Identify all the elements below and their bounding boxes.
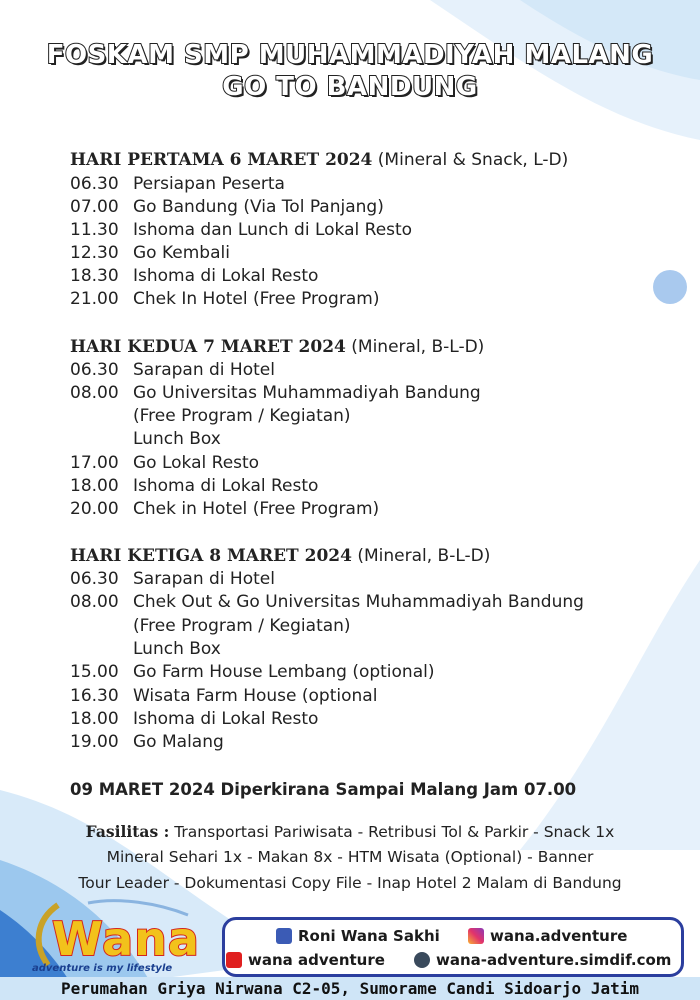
schedule-activity: Go Bandung (Via Tol Panjang) [133,197,384,217]
instagram-icon [468,928,484,944]
schedule-activity: Go Malang [133,732,224,752]
schedule-activity: Lunch Box [133,429,221,449]
schedule-activity: Sarapan di Hotel [133,360,275,380]
schedule-time: 21.00 [70,289,119,309]
schedule-time: 08.00 [70,592,119,612]
schedule-activity: Go Universitas Muhammadiyah Bandung [133,383,481,403]
schedule-time: 06.30 [70,569,119,589]
schedule-activity: Chek Out & Go Universitas Muhammadiyah Bandung [133,592,584,612]
page-subtitle: GO TO BANDUNG [222,72,478,102]
youtube-contact[interactable] [226,951,385,969]
schedule-time: 15.00 [70,662,119,682]
arrival-note: 09 MARET 2024 Diperkirana Sampai Malang Jam 07.00 [70,780,577,799]
facilities-line-1 [0,822,700,841]
schedule-time: 18.00 [70,476,119,496]
schedule-activity: Lunch Box [133,639,221,659]
schedule-time: 19.00 [70,732,119,752]
facebook-name: Roni Wana Sakhi [298,927,440,945]
logo-wordmark: Wana [52,912,200,966]
schedule-activity: Ishoma dan Lunch di Lokal Resto [133,220,413,240]
schedule-time: 07.00 [70,197,119,217]
schedule-time: 20.00 [70,499,119,519]
day-heading-text: HARI KETIGA 8 MARET 2024 [70,546,352,566]
globe-icon [414,952,430,968]
day-heading-note: (Mineral, B-L-D) [357,546,491,566]
schedule-activity: (Free Program / Kegiatan) [133,406,351,426]
schedule-time: 18.00 [70,709,119,729]
website-contact[interactable] [414,951,671,969]
youtube-icon [226,952,242,968]
instagram-contact[interactable] [468,927,627,945]
address-footer: Perumahan Griya Nirwana C2-05, Sumorame Candi Sidoarjo Jatim [0,977,700,1000]
schedule-activity: Go Kembali [133,243,230,263]
schedule-activity: Ishoma di Lokal Resto [133,266,319,286]
youtube-channel: wana adventure [248,951,385,969]
decor-dot [653,270,687,304]
schedule-activity: Sarapan di Hotel [133,569,275,589]
website-url: wana-adventure.simdif.com [436,951,672,969]
schedule-time: 06.30 [70,360,119,380]
facebook-icon [276,928,292,944]
schedule-activity: Ishoma di Lokal Resto [133,709,319,729]
facilities-line-3: Tour Leader - Dokumentasi Copy File - Inap Hotel 2 Malam di Bandung [78,874,622,892]
day-heading-text: HARI PERTAMA 6 MARET 2024 [70,150,373,170]
schedule-activity: Chek In Hotel (Free Program) [133,289,380,309]
schedule-time: 18.30 [70,266,119,286]
page-title: FOSKAM SMP MUHAMMADIYAH MALANG [46,40,654,70]
schedule-activity: Go Lokal Resto [133,453,260,473]
facilities-text: Transportasi Pariwisata - Retribusi Tol & Parkir - Snack 1x [174,823,615,841]
day-2-heading [70,337,484,357]
schedule-time: 17.00 [70,453,119,473]
day-3-heading [70,546,490,566]
schedule-activity: Wisata Farm House (optional [133,686,378,706]
schedule-time: 06.30 [70,174,119,194]
schedule-time: 08.00 [70,383,119,403]
schedule-activity: (Free Program / Kegiatan) [133,616,351,636]
day-1-heading [70,150,568,170]
schedule-activity: Go Farm House Lembang (optional) [133,662,435,682]
schedule-activity: Ishoma di Lokal Resto [133,476,319,496]
schedule-time: 16.30 [70,686,119,706]
schedule-activity: Chek in Hotel (Free Program) [133,499,380,519]
logo-tagline: adventure is my lifestyle [32,963,173,974]
facebook-contact[interactable] [276,927,440,945]
facilities-label: Fasilitas : [85,822,170,841]
facilities-line-2: Mineral Sehari 1x - Makan 8x - HTM Wisata (Optional) - Banner [106,848,594,866]
schedule-activity: Persiapan Peserta [133,174,285,194]
instagram-handle: wana.adventure [490,927,628,945]
day-heading-note: (Mineral & Snack, L-D) [377,150,569,170]
day-heading-note: (Mineral, B-L-D) [351,337,485,357]
day-heading-text: HARI KEDUA 7 MARET 2024 [70,337,346,357]
schedule-time: 11.30 [70,220,119,240]
schedule-time: 12.30 [70,243,119,263]
